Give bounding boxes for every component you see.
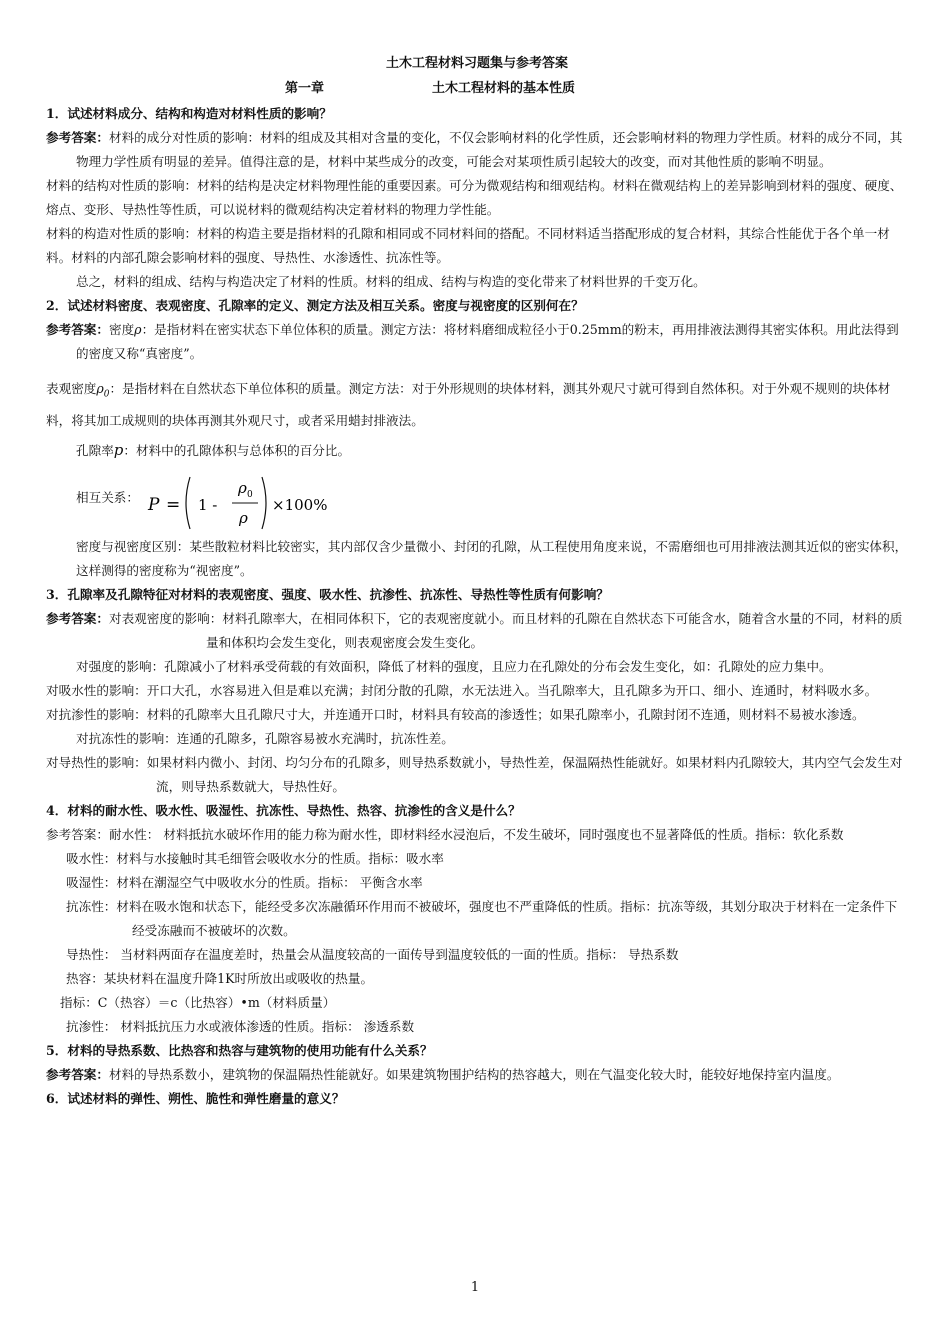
formula-one-minus: 1 - — [198, 495, 218, 514]
relation-formula — [46, 463, 908, 535]
formula-lhs: P — [148, 494, 160, 515]
q3-answer-thermal-conductivity: 对导热性的影响：如果材料内微小、封闭、均匀分布的孔隙多，则导热系数就小，导热性差，保温隔热性能就好。如果材料内孔隙较大，其内空气会发生对流，则导热系数就大，导热性好。 — [46, 754, 903, 794]
formula-numerator: ρ — [238, 478, 247, 497]
answer-label: 参考答案： — [46, 610, 109, 626]
q2-answer-porosity: 孔隙率p：材料中的孔隙体积与总体积的百分比。 — [76, 440, 351, 459]
page-number: 1 — [470, 1280, 480, 1295]
q4-answer-hygroscopicity: 吸湿性：材料在潮湿空气中吸收水分的性质。指标： 平衡含水率 — [66, 874, 423, 890]
q2-answer-apparent-vs-true: 密度与视密度区别：某些散粒材料比较密实，其内部仅含少量微小、封闭的孔隙，从工程使用角度来说，不需磨细也可用排液法测其近似的密实体积，这样测得的密度称为“视密度”。 — [76, 538, 908, 578]
q4-answer-frost-resistance: 抗冻性：材料在吸水饱和状态下，能经受多次冻融循环作用而不被破坏，强度也不严重降低的性质。指标：抗冻等级，其划分取决于材料在一定条件下经受冻融而不被破坏的次数。 — [66, 898, 898, 938]
document-title: 土木工程材料习题集与参考答案 — [385, 56, 568, 71]
formula-label: 相互关系： — [76, 489, 139, 505]
formula-denominator: ρ — [239, 508, 248, 527]
q1-answer-structure: 材料的结构对性质的影响：材料的结构是决定材料物理性能的重要因素。可分为微观结构和细观结构。材料在微观结构上的差异影响到材料的强度、硬度、熔点、变形、导热性等性质，可以说材料的微观结构决定着材料的物理力学性能。 — [46, 178, 903, 217]
answer-label: 参考答案： — [46, 1066, 109, 1082]
answer-label: 参考答案： — [46, 322, 109, 337]
q3-answer-apparent-density: 参考答案：对表观密度的影响：材料孔隙率大，在相同体积下，它的表观密度就小。而且材料的孔隙在自然状态下可能含水，随着含水量的不同，材料的质量和体积均会发生变化，则表观密度会发生变化。 — [46, 610, 903, 650]
question-3: 3．孔隙率及孔隙特征对材料的表观密度、强度、吸水性、抗渗性、抗冻性、导热性等性质有何影响？ — [46, 586, 609, 602]
left-paren — [186, 477, 190, 529]
chapter-title: 土木工程材料的基本性质 — [432, 81, 576, 96]
q2-answer-density: 参考答案：密度ρ：是指材料在密实状态下单位体积的质量。测定方法：将材料磨细成粒径小于0.25mm的粉末，再用排液法测得其密实体积。用此法得到的密度又称“真密度”。 — [46, 322, 899, 361]
q4-answer-impermeability: 抗渗性： 材料抵抗压力水或液体渗透的性质。指标： 渗透系数 — [66, 1018, 415, 1034]
rho-zero-symbol: $\rho_0$ — [96, 381, 110, 400]
rho-symbol: ρ — [134, 322, 142, 337]
document-page — [46, 52, 908, 1111]
formula-equals: = — [166, 494, 181, 515]
question-1: 1．试述材料成分、结构和构造对材料性质的影响？ — [46, 106, 332, 121]
q3-answer-frost-resistance: 对抗冻性的影响：连通的孔隙多，孔隙容易被水充满时，抗冻性差。 — [76, 730, 454, 746]
formula-tail: ×100% — [272, 495, 328, 514]
porosity-formula — [146, 463, 386, 535]
chapter-number: 第一章 — [285, 81, 325, 96]
q4-answer-thermal-conductivity: 导热性： 当材料两面存在温度差时，热量会从温度较高的一面传导到温度较低的一面的性质。指标： 导热系数 — [66, 946, 679, 962]
q4-answer-heat-capacity: 热容：某块材料在温度升降1K时所放出或吸收的热量。 — [66, 970, 374, 986]
q3-answer-impermeability: 对抗渗性的影响：材料的孔隙率大且孔隙尺寸大，并连通开口时，材料具有较高的渗透性；如果孔隙率小，孔隙封闭不连通，则材料不易被水渗透。 — [46, 706, 865, 722]
q3-answer-strength: 对强度的影响：孔隙减小了材料承受荷载的有效面积，降低了材料的强度，且应力在孔隙处的分布会发生变化，如：孔隙处的应力集中。 — [76, 658, 832, 674]
question-4: 4．材料的耐水性、吸水性、吸湿性、抗冻性、导热性、热容、抗渗性的含义是什么？ — [46, 802, 521, 818]
formula-numerator-sub: 0 — [247, 489, 253, 500]
q4-answer-water-resistance: 参考答案：耐水性： 材料抵抗水破坏作用的能力称为耐水性，即材料经水浸泡后，不发生破坏，同时强度也不显著降低的性质。指标：软化系数 — [46, 826, 844, 842]
q3-answer-water-absorption: 对吸水性的影响：开口大孔，水容易进入但是难以充满；封闭分散的孔隙，水无法进入。当孔隙率大，且孔隙多为开口、细小、连通时，材料吸水多。 — [46, 682, 878, 698]
q4-answer-water-absorption: 吸水性：材料与水接触时其毛细管会吸收水分的性质。指标：吸水率 — [66, 850, 444, 866]
question-2: 2．试述材料密度、表观密度、孔隙率的定义、测定方法及相互关系。密度与视密度的区别何在？ — [46, 298, 584, 313]
q5-answer: 参考答案：材料的导热系数小，建筑物的保温隔热性能就好。如果建筑物围护结构的热容越大，则在气温变化较大时，能较好地保持室内温度。 — [46, 1066, 840, 1082]
q1-answer-composition: 参考答案：材料的成分对性质的影响：材料的组成及其相对含量的变化，不仅会影响材料的化学性质，还会影响材料的物理力学性质。材料的成分不同，其物理力学性质有明显的差异。值得注意的是，材料中某些成分的改变，可能会对某项性质引起较大的改变，而对其他性质的影响不明显。 — [46, 130, 903, 169]
chapter-heading — [46, 76, 908, 102]
answer-label: 参考答案： — [46, 130, 109, 145]
porosity-symbol: p — [113, 440, 124, 459]
q2-answer-apparent-density: 表观密度$\rho_0$：是指材料在自然状态下单位体积的质量。测定方法：对于外形规则的块体材料，测其外观尺寸就可得到自然体积。对于外观不规则的块体材料，将其加工成规则的块体再测其外观尺寸，或者采用蜡封排液法。 — [46, 381, 891, 428]
question-6: 6．试述材料的弹性、朔性、脆性和弹性磨量的意义？ — [46, 1090, 345, 1106]
q4-answer-heat-capacity-formula: 指标：C（热容）＝c（比热容）•m（材料质量） — [60, 994, 336, 1010]
q1-answer-summary: 总之，材料的组成、结构与构造决定了材料的性质。材料的组成、结构与构造的变化带来了材料世界的千变万化。 — [76, 274, 706, 289]
right-paren — [262, 477, 266, 529]
q1-answer-construction: 材料的构造对性质的影响：材料的构造主要是指材料的孔隙和相同或不同材料间的搭配。不同材料适当搭配形成的复合材料，其综合性能优于各个单一材料。材料的内部孔隙会影响材料的强度、导热性、水渗透性、抗冻性等。 — [46, 226, 890, 265]
question-5: 5．材料的导热系数、比热容和热容与建筑物的使用功能有什么关系？ — [46, 1042, 433, 1058]
